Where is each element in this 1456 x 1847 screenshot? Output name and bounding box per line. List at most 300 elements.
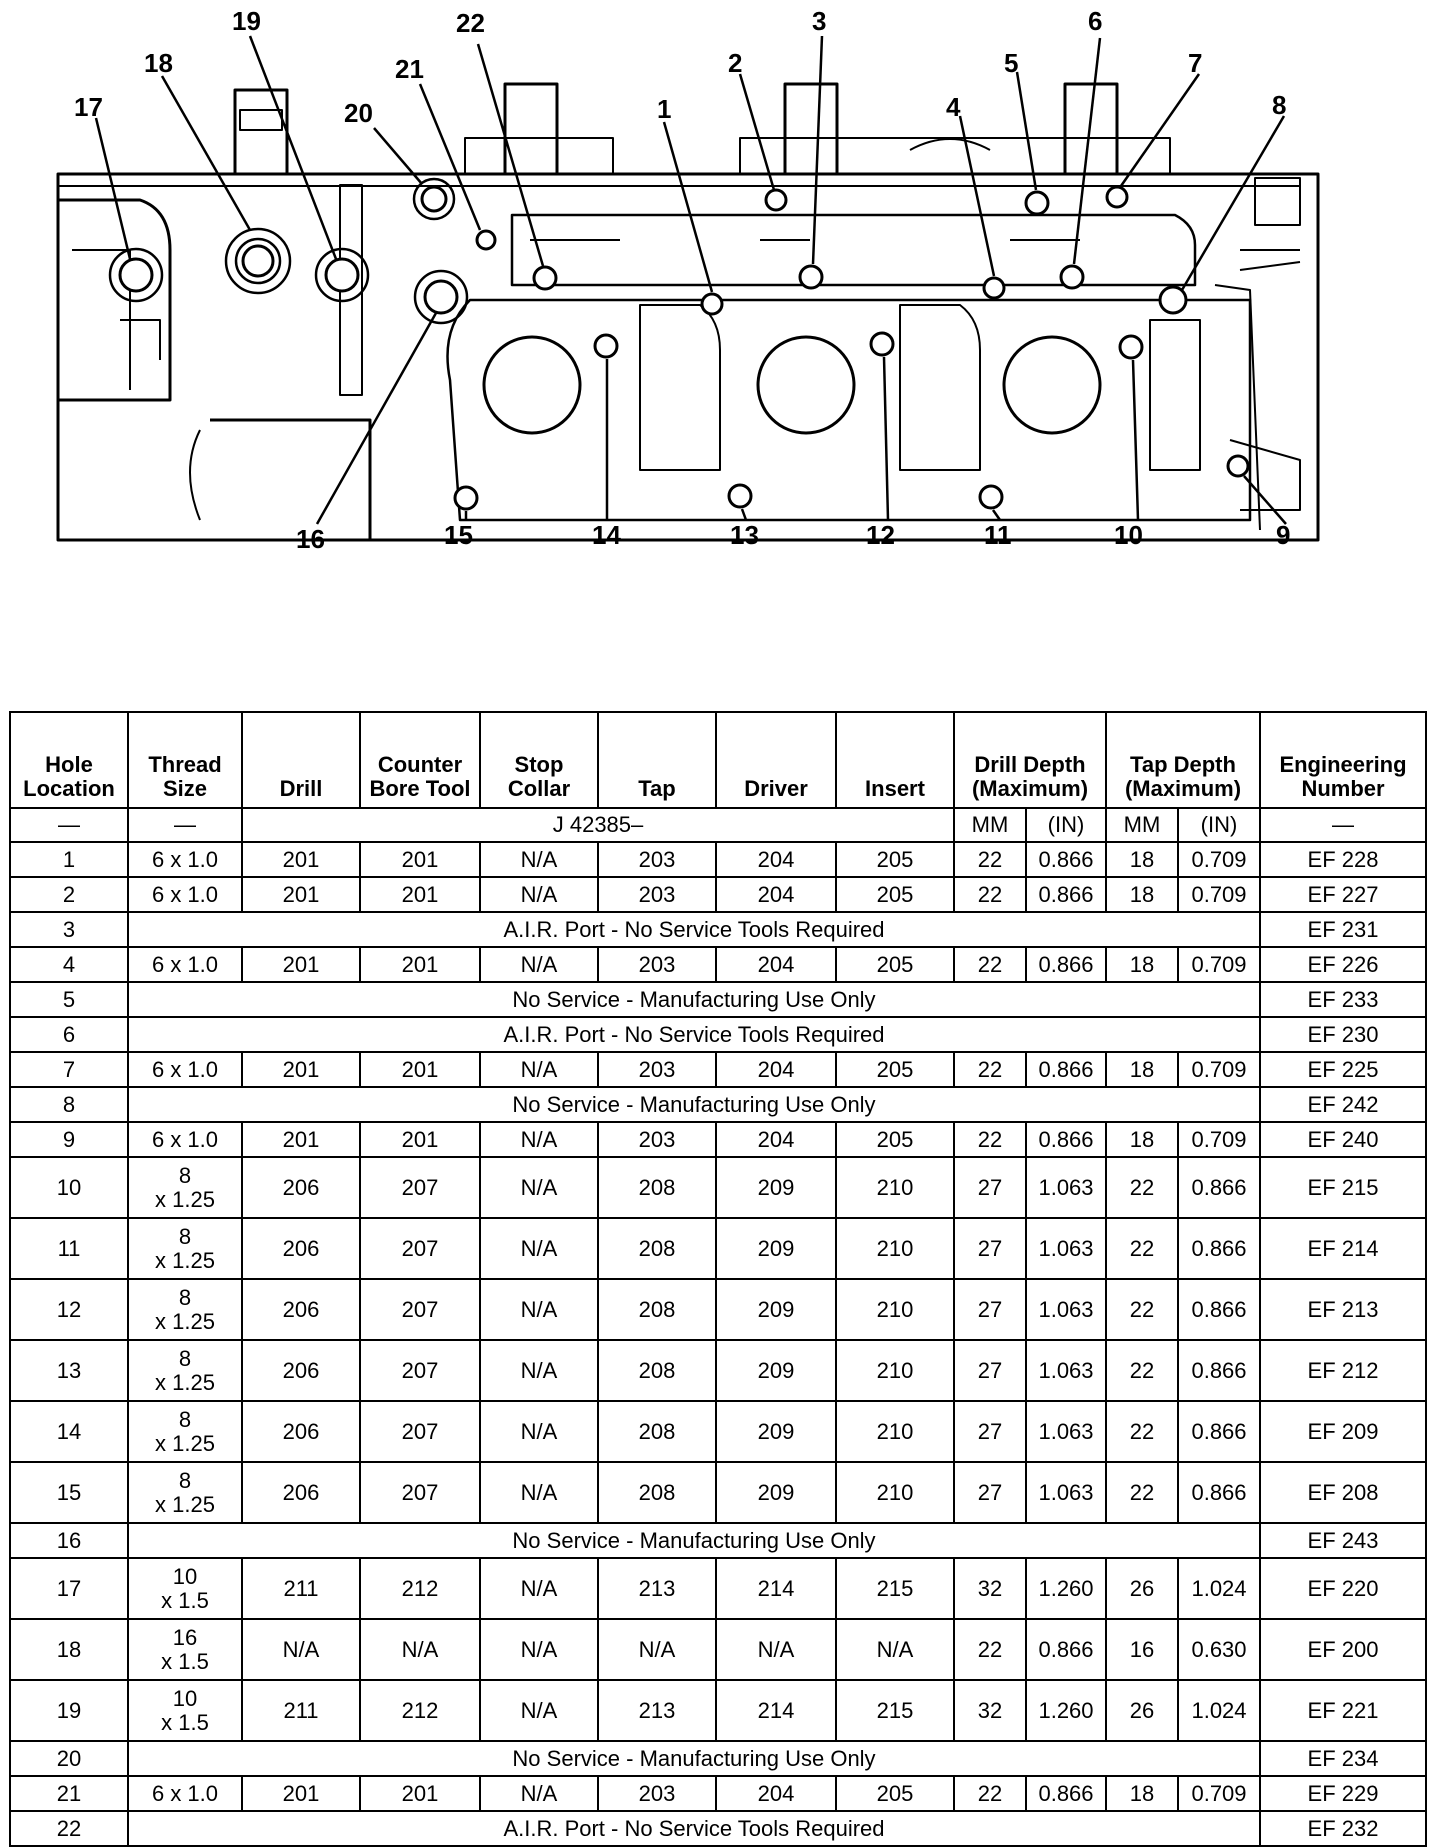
hole-location-cell: 3 bbox=[10, 912, 128, 947]
engineering-number-cell: EF 243 bbox=[1260, 1523, 1426, 1558]
thread-size-diameter: 8 bbox=[178, 1284, 192, 1310]
callout-21: 21 bbox=[395, 54, 424, 84]
counter-bore-cell: 212 bbox=[360, 1680, 480, 1741]
hole-location-cell: 14 bbox=[10, 1401, 128, 1462]
callout-5: 5 bbox=[1004, 48, 1019, 78]
table-row bbox=[10, 1401, 1426, 1462]
tap-cell: 208 bbox=[598, 1340, 716, 1401]
col-engineering-number: Engineering Number bbox=[1260, 712, 1426, 808]
col-stop-collar: Stop Collar bbox=[480, 712, 598, 808]
engineering-number-cell: EF 209 bbox=[1260, 1401, 1426, 1462]
units-tool-prefix: J 42385– bbox=[242, 808, 954, 842]
table-row bbox=[10, 912, 1426, 947]
tap-depth-in-cell: 0.866 bbox=[1178, 1218, 1260, 1279]
thread-size-pitch: x 1.25 bbox=[155, 1369, 215, 1395]
table-row bbox=[10, 1462, 1426, 1523]
callout-2: 2 bbox=[728, 48, 743, 78]
hole-16 bbox=[425, 281, 457, 313]
callout-3: 3 bbox=[812, 6, 827, 36]
table-row bbox=[10, 1052, 1426, 1087]
tap-cell: 203 bbox=[598, 1052, 716, 1087]
hole-19 bbox=[326, 259, 358, 291]
insert-cell: 205 bbox=[836, 1776, 954, 1811]
driver-cell: 209 bbox=[716, 1462, 836, 1523]
tap-depth-mm-cell: 26 bbox=[1106, 1680, 1178, 1741]
thread-size-diameter: 8 bbox=[178, 1162, 192, 1188]
callout-labels bbox=[74, 6, 1290, 554]
table-row bbox=[10, 982, 1426, 1017]
callout-12: 12 bbox=[866, 520, 895, 550]
tap-cell: 208 bbox=[598, 1462, 716, 1523]
units-thread: — bbox=[128, 808, 242, 842]
engineering-number-cell: EF 240 bbox=[1260, 1122, 1426, 1157]
engineering-number-cell: EF 229 bbox=[1260, 1776, 1426, 1811]
units-drill-mm: MM bbox=[954, 808, 1026, 842]
insert-cell: 205 bbox=[836, 947, 954, 982]
stop-collar-cell: N/A bbox=[480, 1157, 598, 1218]
note-cell: No Service - Manufacturing Use Only bbox=[128, 1741, 1260, 1776]
units-eng: — bbox=[1260, 808, 1426, 842]
hole-1 bbox=[702, 294, 722, 314]
units-row bbox=[10, 808, 1426, 842]
tap-cell: 213 bbox=[598, 1680, 716, 1741]
insert-cell: N/A bbox=[836, 1619, 954, 1680]
thread-size-pitch: x 1.5 bbox=[161, 1587, 209, 1613]
hole-location-cell: 18 bbox=[10, 1619, 128, 1680]
col-driver: Driver bbox=[716, 712, 836, 808]
hole-14 bbox=[595, 335, 617, 357]
callout-15: 15 bbox=[444, 520, 473, 550]
chamber-right bbox=[1004, 337, 1100, 433]
drill-depth-mm-cell: 32 bbox=[954, 1680, 1026, 1741]
stop-collar-cell: N/A bbox=[480, 947, 598, 982]
hole-21 bbox=[477, 231, 495, 249]
col-thread-size: Thread Size bbox=[128, 712, 242, 808]
engineering-number-cell: EF 212 bbox=[1260, 1340, 1426, 1401]
thread-size-cell: 6 x 1.0 bbox=[128, 842, 242, 877]
table-row bbox=[10, 1218, 1426, 1279]
stop-collar-cell: N/A bbox=[480, 1340, 598, 1401]
table-row bbox=[10, 877, 1426, 912]
drill-cell: 201 bbox=[242, 1122, 360, 1157]
col-drill: Drill bbox=[242, 712, 360, 808]
table-body bbox=[10, 808, 1426, 1846]
hole-location-cell: 17 bbox=[10, 1558, 128, 1619]
table-row bbox=[10, 1558, 1426, 1619]
drill-depth-mm-cell: 27 bbox=[954, 1279, 1026, 1340]
engineering-number-cell: EF 200 bbox=[1260, 1619, 1426, 1680]
thread-size-cell bbox=[128, 1558, 242, 1619]
hole-location-cell: 4 bbox=[10, 947, 128, 982]
engineering-number-cell: EF 234 bbox=[1260, 1741, 1426, 1776]
stop-collar-cell: N/A bbox=[480, 1462, 598, 1523]
table-row bbox=[10, 1680, 1426, 1741]
engineering-number-cell: EF 227 bbox=[1260, 877, 1426, 912]
tap-depth-in-cell: 0.709 bbox=[1178, 1052, 1260, 1087]
callout-7: 7 bbox=[1188, 48, 1203, 78]
hole-13 bbox=[729, 485, 751, 507]
counter-bore-cell: 201 bbox=[360, 1122, 480, 1157]
chamber-center bbox=[758, 337, 854, 433]
driver-cell: 204 bbox=[716, 1122, 836, 1157]
insert-cell: 210 bbox=[836, 1279, 954, 1340]
callout-10: 10 bbox=[1114, 520, 1143, 550]
hole-6 bbox=[1061, 266, 1083, 288]
drill-cell: 206 bbox=[242, 1279, 360, 1340]
drill-depth-mm-cell: 27 bbox=[954, 1401, 1026, 1462]
note-cell: No Service - Manufacturing Use Only bbox=[128, 1087, 1260, 1122]
callout-18: 18 bbox=[144, 48, 173, 78]
engineering-number-cell: EF 228 bbox=[1260, 842, 1426, 877]
hole-location-cell: 15 bbox=[10, 1462, 128, 1523]
table-row bbox=[10, 1776, 1426, 1811]
stop-collar-cell: N/A bbox=[480, 1680, 598, 1741]
engineering-number-cell: EF 208 bbox=[1260, 1462, 1426, 1523]
drill-depth-in-cell: 1.063 bbox=[1026, 1157, 1106, 1218]
tap-depth-in-cell: 0.630 bbox=[1178, 1619, 1260, 1680]
hole-22 bbox=[534, 267, 556, 289]
counter-bore-cell: 207 bbox=[360, 1340, 480, 1401]
stop-collar-cell: N/A bbox=[480, 877, 598, 912]
counter-bore-cell: 212 bbox=[360, 1558, 480, 1619]
hole-location-cell: 22 bbox=[10, 1811, 128, 1846]
thread-size-cell bbox=[128, 1462, 242, 1523]
thread-size-pitch: x 1.25 bbox=[155, 1247, 215, 1273]
tap-depth-mm-cell: 22 bbox=[1106, 1279, 1178, 1340]
lower-body bbox=[448, 300, 1251, 520]
insert-cell: 205 bbox=[836, 1122, 954, 1157]
thread-size-pitch: x 1.25 bbox=[155, 1491, 215, 1517]
cylinder-head-diagram bbox=[0, 0, 1456, 600]
header-row bbox=[10, 712, 1426, 808]
hole-location-cell: 21 bbox=[10, 1776, 128, 1811]
thread-size-pitch: x 1.5 bbox=[161, 1648, 209, 1674]
drill-cell: 201 bbox=[242, 1776, 360, 1811]
drill-depth-mm-cell: 27 bbox=[954, 1462, 1026, 1523]
drill-cell: 201 bbox=[242, 947, 360, 982]
insert-cell: 215 bbox=[836, 1558, 954, 1619]
thread-size-cell: 6 x 1.0 bbox=[128, 1776, 242, 1811]
drill-depth-in-cell: 1.063 bbox=[1026, 1401, 1106, 1462]
counter-bore-cell: N/A bbox=[360, 1619, 480, 1680]
drill-cell: 206 bbox=[242, 1401, 360, 1462]
drill-depth-in-cell: 1.063 bbox=[1026, 1462, 1106, 1523]
thread-size-cell bbox=[128, 1218, 242, 1279]
stop-collar-cell: N/A bbox=[480, 1401, 598, 1462]
driver-cell: 209 bbox=[716, 1279, 836, 1340]
callout-11: 11 bbox=[984, 520, 1012, 550]
drill-depth-in-cell: 0.866 bbox=[1026, 877, 1106, 912]
thread-size-cell bbox=[128, 1619, 242, 1680]
tap-cell: 208 bbox=[598, 1218, 716, 1279]
col-insert: Insert bbox=[836, 712, 954, 808]
tap-depth-in-cell: 0.709 bbox=[1178, 877, 1260, 912]
hole-20 bbox=[422, 187, 446, 211]
drill-depth-mm-cell: 22 bbox=[954, 1619, 1026, 1680]
tap-depth-mm-cell: 18 bbox=[1106, 1122, 1178, 1157]
thread-size-cell bbox=[128, 1401, 242, 1462]
col-tap: Tap bbox=[598, 712, 716, 808]
tap-cell: 208 bbox=[598, 1279, 716, 1340]
drill-cell: 206 bbox=[242, 1218, 360, 1279]
engineering-number-cell: EF 221 bbox=[1260, 1680, 1426, 1741]
stop-collar-cell: N/A bbox=[480, 1122, 598, 1157]
drill-cell: 201 bbox=[242, 877, 360, 912]
thread-size-pitch: x 1.25 bbox=[155, 1308, 215, 1334]
table-row bbox=[10, 1619, 1426, 1680]
engineering-number-cell: EF 215 bbox=[1260, 1157, 1426, 1218]
stop-collar-cell: N/A bbox=[480, 1279, 598, 1340]
drill-cell: N/A bbox=[242, 1619, 360, 1680]
tap-depth-mm-cell: 18 bbox=[1106, 877, 1178, 912]
thread-size-pitch: x 1.5 bbox=[161, 1709, 209, 1735]
units-drill-in: (IN) bbox=[1026, 808, 1106, 842]
table-row bbox=[10, 1811, 1426, 1846]
table-row bbox=[10, 1279, 1426, 1340]
thread-size-diameter: 8 bbox=[178, 1467, 192, 1493]
stop-collar-cell: N/A bbox=[480, 1619, 598, 1680]
insert-cell: 205 bbox=[836, 842, 954, 877]
counter-bore-cell: 207 bbox=[360, 1401, 480, 1462]
hole-15 bbox=[455, 487, 477, 509]
table-row bbox=[10, 1157, 1426, 1218]
thread-size-cell bbox=[128, 1340, 242, 1401]
drill-depth-mm-cell: 27 bbox=[954, 1340, 1026, 1401]
tap-depth-mm-cell: 22 bbox=[1106, 1157, 1178, 1218]
drill-depth-mm-cell: 22 bbox=[954, 842, 1026, 877]
hole-location-cell: 2 bbox=[10, 877, 128, 912]
stop-collar-cell: N/A bbox=[480, 1558, 598, 1619]
cam-cap-mid-right bbox=[785, 84, 837, 174]
upper-gallery bbox=[512, 215, 1195, 285]
driver-cell: 209 bbox=[716, 1157, 836, 1218]
tap-depth-mm-cell: 18 bbox=[1106, 1776, 1178, 1811]
tap-depth-in-cell: 0.709 bbox=[1178, 947, 1260, 982]
tap-cell: N/A bbox=[598, 1619, 716, 1680]
hole-2 bbox=[766, 190, 786, 210]
tap-cell: 213 bbox=[598, 1558, 716, 1619]
drill-cell: 206 bbox=[242, 1157, 360, 1218]
insert-cell: 215 bbox=[836, 1680, 954, 1741]
units-hole: — bbox=[10, 808, 128, 842]
table-row bbox=[10, 842, 1426, 877]
hole-location-cell: 7 bbox=[10, 1052, 128, 1087]
thread-size-diameter: 16 bbox=[172, 1624, 198, 1650]
note-cell: A.I.R. Port - No Service Tools Required bbox=[128, 912, 1260, 947]
hole-location-cell: 6 bbox=[10, 1017, 128, 1052]
hole-service-table bbox=[9, 711, 1427, 1847]
drill-depth-mm-cell: 27 bbox=[954, 1218, 1026, 1279]
thread-size-diameter: 8 bbox=[178, 1406, 192, 1432]
tap-cell: 203 bbox=[598, 1122, 716, 1157]
callout-16: 16 bbox=[296, 524, 325, 554]
drill-depth-mm-cell: 22 bbox=[954, 1122, 1026, 1157]
table-row bbox=[10, 1017, 1426, 1052]
hole-location-cell: 13 bbox=[10, 1340, 128, 1401]
note-cell: No Service - Manufacturing Use Only bbox=[128, 1523, 1260, 1558]
engineering-number-cell: EF 242 bbox=[1260, 1087, 1426, 1122]
callout-19: 19 bbox=[232, 6, 261, 36]
stop-collar-cell: N/A bbox=[480, 1052, 598, 1087]
note-cell: A.I.R. Port - No Service Tools Required bbox=[128, 1017, 1260, 1052]
tap-depth-in-cell: 0.866 bbox=[1178, 1401, 1260, 1462]
tap-depth-mm-cell: 22 bbox=[1106, 1340, 1178, 1401]
hole-location-cell: 8 bbox=[10, 1087, 128, 1122]
counter-bore-cell: 207 bbox=[360, 1279, 480, 1340]
callout-17: 17 bbox=[74, 92, 103, 122]
hole-9 bbox=[1228, 456, 1248, 476]
thread-size-cell: 6 x 1.0 bbox=[128, 877, 242, 912]
tap-depth-mm-cell: 18 bbox=[1106, 842, 1178, 877]
drill-depth-in-cell: 0.866 bbox=[1026, 1122, 1106, 1157]
drill-depth-mm-cell: 22 bbox=[954, 1052, 1026, 1087]
col-counter-bore-tool: Counter Bore Tool bbox=[360, 712, 480, 808]
thread-size-diameter: 10 bbox=[172, 1563, 198, 1589]
tap-cell: 203 bbox=[598, 842, 716, 877]
callout-13: 13 bbox=[730, 520, 759, 550]
drill-depth-mm-cell: 27 bbox=[954, 1157, 1026, 1218]
thread-size-diameter: 8 bbox=[178, 1223, 192, 1249]
counter-bore-cell: 201 bbox=[360, 1052, 480, 1087]
hole-11 bbox=[980, 486, 1002, 508]
tap-depth-in-cell: 0.709 bbox=[1178, 1776, 1260, 1811]
hole-location-cell: 11 bbox=[10, 1218, 128, 1279]
hole-12 bbox=[871, 333, 893, 355]
tap-depth-mm-cell: 26 bbox=[1106, 1558, 1178, 1619]
engineering-number-cell: EF 231 bbox=[1260, 912, 1426, 947]
insert-cell: 205 bbox=[836, 1052, 954, 1087]
tap-cell: 203 bbox=[598, 947, 716, 982]
thread-size-pitch: x 1.25 bbox=[155, 1430, 215, 1456]
tap-depth-in-cell: 0.866 bbox=[1178, 1462, 1260, 1523]
col-hole-location: Hole Location bbox=[10, 712, 128, 808]
hole-10 bbox=[1120, 336, 1142, 358]
insert-cell: 210 bbox=[836, 1157, 954, 1218]
engineering-number-cell: EF 232 bbox=[1260, 1811, 1426, 1846]
thread-size-cell: 6 x 1.0 bbox=[128, 947, 242, 982]
col-tap-depth: Tap Depth (Maximum) bbox=[1106, 712, 1260, 808]
tap-cell: 208 bbox=[598, 1157, 716, 1218]
driver-cell: 204 bbox=[716, 1052, 836, 1087]
drill-depth-mm-cell: 22 bbox=[954, 1776, 1026, 1811]
drill-depth-in-cell: 1.063 bbox=[1026, 1218, 1106, 1279]
tap-depth-mm-cell: 16 bbox=[1106, 1619, 1178, 1680]
cam-cap-right bbox=[1065, 84, 1117, 174]
driver-cell: 204 bbox=[716, 947, 836, 982]
callout-9: 9 bbox=[1276, 520, 1291, 550]
thread-size-cell: 6 x 1.0 bbox=[128, 1122, 242, 1157]
engineering-number-cell: EF 226 bbox=[1260, 947, 1426, 982]
note-cell: A.I.R. Port - No Service Tools Required bbox=[128, 1811, 1260, 1846]
engineering-number-cell: EF 213 bbox=[1260, 1279, 1426, 1340]
table-row bbox=[10, 1122, 1426, 1157]
driver-cell: 204 bbox=[716, 842, 836, 877]
driver-cell: 204 bbox=[716, 877, 836, 912]
tap-depth-in-cell: 0.866 bbox=[1178, 1279, 1260, 1340]
insert-cell: 205 bbox=[836, 877, 954, 912]
engineering-number-cell: EF 233 bbox=[1260, 982, 1426, 1017]
tap-cell: 203 bbox=[598, 1776, 716, 1811]
note-cell: No Service - Manufacturing Use Only bbox=[128, 982, 1260, 1017]
drill-depth-in-cell: 0.866 bbox=[1026, 1619, 1106, 1680]
callout-1: 1 bbox=[657, 94, 672, 124]
hole-7 bbox=[1107, 187, 1127, 207]
col-drill-depth: Drill Depth (Maximum) bbox=[954, 712, 1106, 808]
hole-3 bbox=[800, 266, 822, 288]
table-row bbox=[10, 947, 1426, 982]
tap-depth-in-cell: 1.024 bbox=[1178, 1680, 1260, 1741]
hole-location-cell: 5 bbox=[10, 982, 128, 1017]
insert-cell: 210 bbox=[836, 1462, 954, 1523]
thread-size-diameter: 10 bbox=[172, 1685, 198, 1711]
units-tap-in: (IN) bbox=[1178, 808, 1260, 842]
tap-depth-in-cell: 0.709 bbox=[1178, 842, 1260, 877]
drill-depth-in-cell: 1.063 bbox=[1026, 1279, 1106, 1340]
hole-location-cell: 9 bbox=[10, 1122, 128, 1157]
thread-size-cell: 6 x 1.0 bbox=[128, 1052, 242, 1087]
callout-6: 6 bbox=[1088, 6, 1103, 36]
hole-location-cell: 1 bbox=[10, 842, 128, 877]
drill-depth-in-cell: 1.260 bbox=[1026, 1680, 1106, 1741]
tap-cell: 203 bbox=[598, 877, 716, 912]
units-tap-mm: MM bbox=[1106, 808, 1178, 842]
cylinder-head-drawing bbox=[0, 0, 1456, 600]
driver-cell: 214 bbox=[716, 1558, 836, 1619]
drill-depth-in-cell: 0.866 bbox=[1026, 1776, 1106, 1811]
tap-depth-in-cell: 0.866 bbox=[1178, 1157, 1260, 1218]
driver-cell: 209 bbox=[716, 1218, 836, 1279]
tap-depth-mm-cell: 18 bbox=[1106, 1052, 1178, 1087]
drill-cell: 201 bbox=[242, 1052, 360, 1087]
chamber-left bbox=[484, 337, 580, 433]
hole-4 bbox=[984, 278, 1004, 298]
drill-cell: 206 bbox=[242, 1462, 360, 1523]
counter-bore-cell: 201 bbox=[360, 877, 480, 912]
hole-location-cell: 19 bbox=[10, 1680, 128, 1741]
engineering-number-cell: EF 214 bbox=[1260, 1218, 1426, 1279]
tap-depth-in-cell: 1.024 bbox=[1178, 1558, 1260, 1619]
tap-depth-mm-cell: 22 bbox=[1106, 1462, 1178, 1523]
stop-collar-cell: N/A bbox=[480, 1218, 598, 1279]
thread-size-diameter: 8 bbox=[178, 1345, 192, 1371]
callout-22: 22 bbox=[456, 8, 485, 38]
insert-cell: 210 bbox=[836, 1340, 954, 1401]
hole-8 bbox=[1160, 287, 1186, 313]
tap-depth-mm-cell: 22 bbox=[1106, 1218, 1178, 1279]
engineering-number-cell: EF 225 bbox=[1260, 1052, 1426, 1087]
hole-location-cell: 12 bbox=[10, 1279, 128, 1340]
drill-depth-in-cell: 0.866 bbox=[1026, 1052, 1106, 1087]
table-row bbox=[10, 1741, 1426, 1776]
engineering-number-cell: EF 230 bbox=[1260, 1017, 1426, 1052]
thread-size-pitch: x 1.25 bbox=[155, 1186, 215, 1212]
hole-location-cell: 16 bbox=[10, 1523, 128, 1558]
thread-size-cell bbox=[128, 1157, 242, 1218]
drill-depth-mm-cell: 22 bbox=[954, 947, 1026, 982]
table-row bbox=[10, 1523, 1426, 1558]
thread-size-cell bbox=[128, 1680, 242, 1741]
hole-5 bbox=[1026, 192, 1048, 214]
table-row bbox=[10, 1087, 1426, 1122]
tap-depth-in-cell: 0.709 bbox=[1178, 1122, 1260, 1157]
callout-14: 14 bbox=[592, 520, 621, 550]
counter-bore-cell: 207 bbox=[360, 1218, 480, 1279]
insert-cell: 210 bbox=[836, 1401, 954, 1462]
table-row bbox=[10, 1340, 1426, 1401]
callout-4: 4 bbox=[946, 92, 961, 122]
callout-20: 20 bbox=[344, 98, 373, 128]
drill-cell: 206 bbox=[242, 1340, 360, 1401]
